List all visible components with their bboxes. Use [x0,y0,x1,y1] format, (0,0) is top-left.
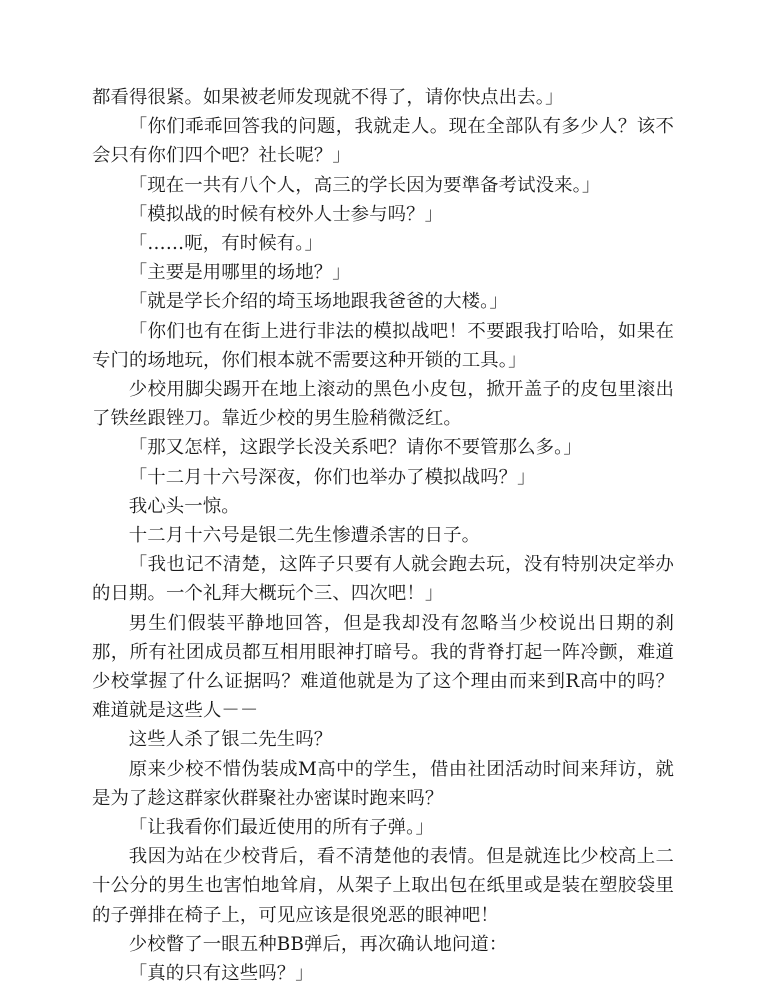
paragraph: 原来少校不惜伪装成M高中的学生，借由社团活动时间来拜访，就是为了趁这群家伙群聚社办密谋时跑来吗？ [92,758,674,809]
paragraph: 我因为站在少校背后，看不清楚他的表情。但是就连比少校高上二十公分的男生也害怕地耸肩，从架子上取出包在纸里或是装在塑胶袋里的子弹排在椅子上，可见应该是很兇恶的眼神吧！ [92,846,674,926]
paragraph: 都看得很紧。如果被老师发现就不得了，请你快点出去。」 [92,87,564,108]
paragraph: 「你们乖乖回答我的问题，我就走人。现在全部队有多少人？该不会只有你们四个吧？社长呢？」 [92,116,674,167]
paragraph: 十二月十六号是银二先生惨遭杀害的日子。 [128,525,481,547]
paragraph: 「……呃，有时候有。」 [128,233,323,255]
paragraph: 男生们假装平静地回答，但是我却没有忽略当少校说出日期的刹那，所有社团成员都互相用眼神打暗号。我的背脊打起一阵冷颤，难道少校掌握了什么证据吗？难道他就是为了这个理由而来到R高中的吗？难道就是这些人－－ [92,612,674,722]
paragraph: 这些人杀了银二先生吗？ [128,729,333,751]
paragraph: 「我也记不清楚，这阵子只要有人就会跑去玩，没有特别决定举办的日期。一个礼拜大概玩个三、四次吧！」 [92,554,674,605]
paragraph: 「让我看你们最近使用的所有子弹。」 [128,817,434,839]
paragraph: 「模拟战的时候有校外人士参与吗？」 [128,203,444,225]
text-column [92,83,674,988]
paragraph: 少校瞥了一眼五种BB弹后，再次确认地问道： [128,933,508,955]
paragraph: 我心头一惊。 [128,495,240,517]
paragraph: 「主要是用哪里的场地？」 [128,262,351,284]
paragraph: 「真的只有这些吗？」 [128,963,314,985]
paragraph: 「就是学长介绍的埼玉场地跟我爸爸的大楼。」 [128,291,508,313]
paragraph: 「你们也有在街上进行非法的模拟战吧！不要跟我打哈哈，如果在专门的场地玩，你们根本就不需要这种开锁的工具。」 [92,320,674,371]
paragraph: 「现在一共有八个人，高三的学长因为要準备考试没来。」 [128,174,601,196]
paragraph: 「十二月十六号深夜，你们也举办了模拟战吗？」 [128,466,536,488]
paragraph: 「那又怎样，这跟学长没关系吧？请你不要管那么多。」 [128,437,582,459]
paragraph: 少校用脚尖踢开在地上滚动的黑色小皮包，掀开盖子的皮包里滚出了铁丝跟锉刀。靠近少校的男生脸稍微泛红。 [92,379,674,430]
